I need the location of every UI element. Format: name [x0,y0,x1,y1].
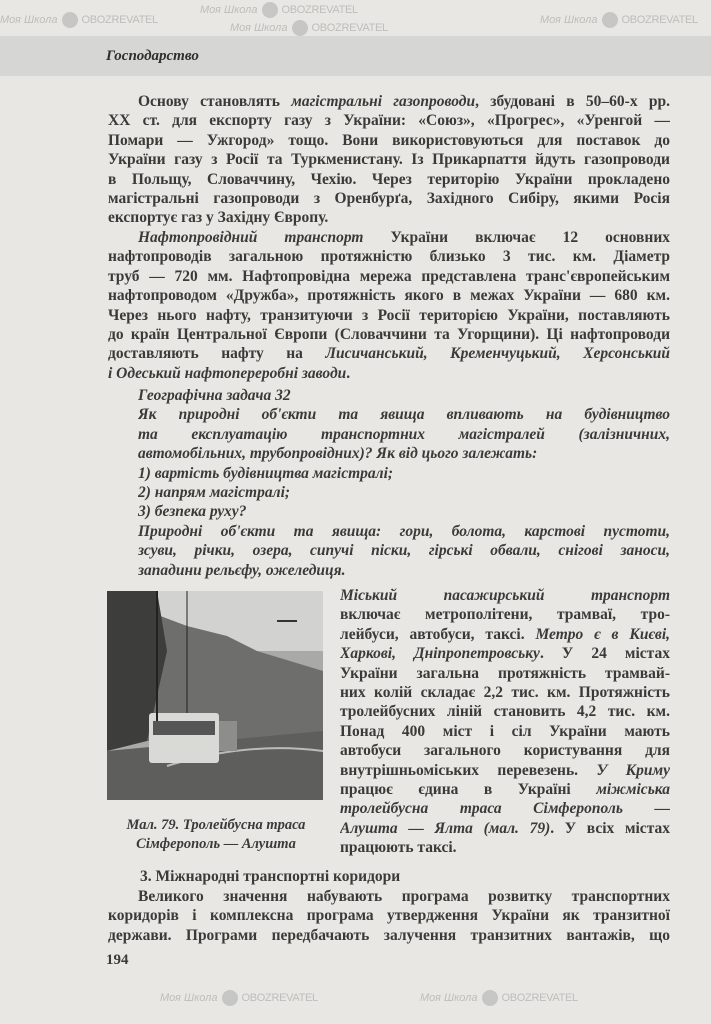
text-line [108,906,670,925]
text-line [340,625,670,644]
trolleybus-photo [107,591,323,800]
text-span: держави. Програми передбачають залучення транзитних вантажів, що [108,926,670,944]
text-line [108,189,670,208]
text-span: XX ст. для експорту газу з України: «Союз», «Прогрес», «Уренгой — [108,112,670,130]
watermark [160,990,318,1006]
text-line [340,799,670,818]
task-line: 3) безпека руху? [138,503,247,521]
text-line [108,92,670,111]
text-span: нафтопроводом «Дружба», протяжність якого в межах України — 680 км. [108,287,670,305]
emphasis-text: Алушта — Ялта (мал. 79) [340,819,551,837]
task-title: Географічна задача 32 [138,387,291,404]
text-line [340,586,670,605]
paragraph-gas-pipelines [108,92,670,228]
text-span: , збудовані в 50–60-х рр. [475,93,670,110]
text-line [108,208,670,227]
watermark-logo-icon [292,20,308,36]
chapter-title: Господарство [106,48,199,64]
watermark-brand-text: OBOZREVATEL [501,992,578,1004]
text-line [108,150,670,169]
task-line: Природні об'єкти та явища: гори, болота, карстові пустоти, [138,522,670,540]
text-line [108,306,670,325]
text-line [340,838,670,857]
figure-caption [104,816,328,854]
watermark-brand-text: OBOZREVATEL [81,14,158,26]
emphasis-text: Метро є в Києві, [535,625,670,643]
task-line: 1) вартість будівництва магістралі; [138,464,394,482]
text-span: України включає 12 основних [363,229,670,246]
text-span: лейбуси, автобуси, таксі. [340,625,536,643]
emphasis-text: тролейбусна траса Сімферополь — [340,800,670,818]
text-line [108,228,670,247]
emphasis-text: магістральні газопроводи [291,93,476,110]
text-line [340,819,670,838]
watermark-school-text: Моя Школа [0,14,58,26]
watermark-school-text: Моя Школа [420,992,478,1004]
task-line: западини рельєфу, ожеледиця. [138,561,346,579]
paragraph-oil-pipelines [108,228,670,383]
text-span: працює єдина в Україні [340,780,597,798]
watermark-logo-icon [222,990,238,1006]
task-line: та експлуатацію транспортних магістралей (залізничних, [138,425,670,443]
text-line [108,344,670,363]
text-line [108,887,670,906]
text-line [340,761,670,780]
emphasis-text: Харкові, Дніпропетровську [340,645,540,663]
text-span: Через нього нафту, транзитуючи з Росії територією України, поставляють [108,306,670,324]
text-span: України газу з Росії та Туркменистану. Із Прикарпаття йдуть газопроводи [108,151,670,169]
text-line [340,605,670,624]
text-span: до країн Центральної Європи (Словаччини та Угорщини). Ці нафтопроводи [108,325,670,343]
text-span: Помари — Ужгород» тощо. Вони використовуються для поставок до [108,131,670,149]
text-span: тролейбусних ліній становить 4,2 тис. км. [340,703,670,721]
text-line [340,780,670,799]
caption-line-1: Мал. 79. Тролейбусна траса [126,817,306,833]
text-span: автобуси загального користування для [340,742,670,760]
text-line [108,111,670,130]
watermark-logo-icon [62,12,78,28]
text-line [340,741,670,760]
text-line [108,131,670,150]
caption-line-2: Сімферополь — Алушта [136,836,296,852]
text-span: Великого значення набувають програма розвитку транспортних [138,888,670,905]
watermark-school-text: Моя Школа [540,14,598,26]
text-span: . [346,364,351,382]
text-span: нафтопроводів загальною протяжністю близько 3 тис. км. Діаметр [108,248,670,266]
text-span: магістральні газопроводи з Оренбурґа, Західного Сибіру, якими Росія [108,189,670,207]
text-span: коридорів і комплексна програма утвердження України як транзитної [108,907,670,925]
text-span: доставляють нафту на [108,345,326,363]
task-line: автомобільних, трубопровідних)? Як від цього залежать: [138,445,538,463]
watermark [420,990,578,1006]
watermark [200,2,358,18]
task-line: зсуви, річки, озера, сипучі піски, гірські обвали, снігові заноси, [138,542,670,560]
text-line [340,722,670,741]
watermark-school-text: Моя Школа [200,4,258,16]
text-line [108,247,670,266]
text-line [340,683,670,702]
text-line [108,364,670,383]
watermark-brand-text: OBOZREVATEL [281,4,358,16]
watermark-brand-text: OBOZREVATEL [311,22,388,34]
emphasis-text: міжміська [596,780,670,798]
emphasis-text: і Одеський нафтопереробні заводи [108,364,347,382]
paragraph-transport-corridors [108,887,670,945]
section-heading: 3. Міжнародні транспортні коридори [140,868,401,885]
emphasis-text: Нафтопровідний транспорт [138,229,364,246]
text-span: Понад 400 міст і сіл України мають [340,722,670,740]
text-line [108,267,670,286]
text-line [340,664,670,683]
watermark [230,20,388,36]
watermark-school-text: Моя Школа [160,992,218,1004]
text-line [340,702,670,721]
text-line [108,926,670,945]
text-line [108,325,670,344]
text-line [340,644,670,663]
emphasis-text: У Криму [596,761,670,779]
task-line: Як природні об'єкти та явища впливають на будівництво [138,406,670,424]
text-span: України загальна протяжність трамвай- [340,664,670,682]
watermark-school-text: Моя Школа [230,22,288,34]
text-span: експортує газ у Західну Європу. [108,209,329,227]
text-span: включає метрополітени, трамваї, тро- [340,606,670,624]
geography-task [138,386,670,580]
emphasis-text: Міський пасажирський транспорт [340,587,670,604]
watermark-logo-icon [482,990,498,1006]
text-span: працюють таксі. [340,839,457,857]
paragraph-city-transport [340,586,670,857]
watermark-logo-icon [602,12,618,28]
page-number: 194 [106,952,129,968]
text-span: труб — 720 мм. Нафтопровідна мережа представлена транс'європейським [108,267,670,285]
watermark-brand-text: OBOZREVATEL [621,14,698,26]
text-span: . У всіх містах [550,819,670,837]
emphasis-text: Лисичанський, Кременчуцький, Херсонський [325,345,670,363]
watermark [540,12,698,28]
watermark-brand-text: OBOZREVATEL [241,992,318,1004]
watermark-logo-icon [262,2,278,18]
text-span: внутрішньоміських перевезень. [340,761,597,779]
text-span: них колій складає 2,2 тис. км. Протяжність [340,683,670,701]
task-line: 2) напрям магістралі; [138,483,291,501]
text-span: Основу становлять [138,93,292,110]
watermark [0,12,158,28]
text-span: в Польщу, Словаччину, Чехію. Через територію України прокладено [108,170,670,188]
text-span: . У 24 містах [539,645,670,663]
text-line [108,286,670,305]
text-line [108,170,670,189]
